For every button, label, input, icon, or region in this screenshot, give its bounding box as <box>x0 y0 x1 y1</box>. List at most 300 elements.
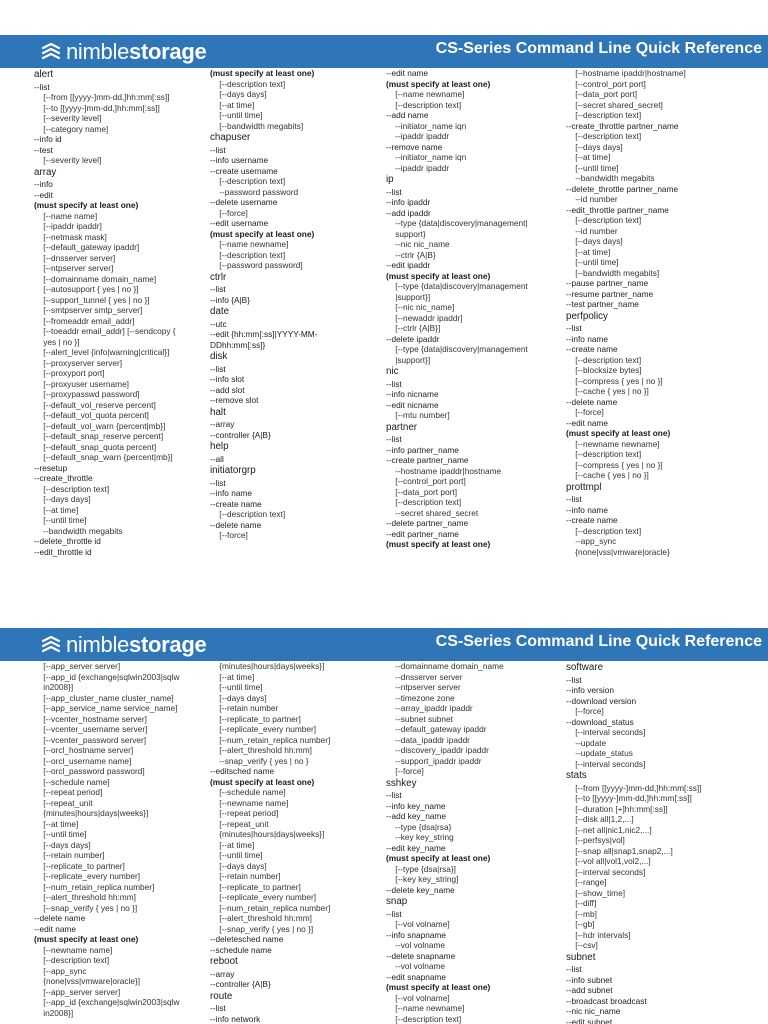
option-line: --array_ipaddr ipaddr <box>386 703 473 713</box>
option-line: [--at time] <box>566 246 611 257</box>
header-title-2: CS-Series Command Line Quick Reference <box>435 633 762 650</box>
command-line: --all <box>210 453 224 464</box>
option-line: --bandwidth megabits <box>34 525 123 536</box>
note-line: (must specify at least one) <box>210 776 315 787</box>
command-line: --utc <box>210 318 227 329</box>
command-line: --remove name <box>386 141 443 152</box>
command-line: --list <box>210 144 226 155</box>
option-line: [--vcenter_password server] <box>34 734 147 745</box>
option-line: --initiator_name iqn <box>386 152 467 162</box>
option-line: [--name name] <box>34 210 98 221</box>
command-line: --create username <box>210 165 278 176</box>
option-line: [--snap all|snap1,snap2,...] <box>566 845 673 856</box>
option-line: [--name newname] <box>386 1003 465 1013</box>
note-line: (must specify at least one) <box>386 982 491 992</box>
note-line: (must specify at least one) <box>566 428 671 438</box>
command-line: --info name <box>210 488 252 498</box>
option-line: [--alert_threshold hh:mm] <box>210 913 312 923</box>
option-line: --bandwidth megabits <box>566 173 655 183</box>
option-line: [--gb] <box>566 919 595 929</box>
option-line: [--proxyuser username] <box>34 378 129 389</box>
option-line: [--default_snap_quota percent] <box>34 441 157 452</box>
command-line: --info id <box>34 134 62 144</box>
option-line: --vol volname <box>386 961 446 971</box>
option-line: [--days days] <box>34 494 91 504</box>
option-line: --default_gateway ipaddr <box>386 724 487 734</box>
command-line: --nic nic_name <box>566 1006 621 1016</box>
option-line: [--password password] <box>210 260 303 270</box>
option-line: [--repeat period] <box>210 808 279 818</box>
option-line: --ipaddr ipaddr <box>386 162 450 173</box>
option-line: --key key_string <box>386 832 454 842</box>
option-line: [--repeat_unit <box>34 797 93 808</box>
option-line: [--vol volname] <box>386 992 450 1003</box>
section-heading: chapuser <box>210 132 251 143</box>
command-line: --list <box>566 674 582 685</box>
section-heading: date <box>210 306 230 317</box>
option-line: [--type {data|discovery|management <box>386 344 528 354</box>
section-heading: route <box>210 990 233 1002</box>
section-heading: subnet <box>566 951 596 963</box>
command-line: --list <box>566 964 582 974</box>
command-line: --delete username <box>210 197 278 207</box>
option-line: [--nic nic_name] <box>386 302 455 312</box>
command-line: --info ipaddr <box>386 197 431 207</box>
option-line: [--alert_level {info|warning|critical}] <box>34 347 170 357</box>
option-line: [--compress { yes | no }] <box>566 375 663 386</box>
option-line: [--netmask mask] <box>34 231 107 242</box>
option-line: [--until time] <box>34 515 87 525</box>
command-line: --info slot <box>210 374 245 384</box>
option-line: [--default_snap_reserve percent] <box>34 431 164 441</box>
nimble-logo-icon <box>40 634 62 656</box>
header-title: CS-Series Command Line Quick Reference <box>435 40 762 57</box>
option-line: |support}] <box>386 354 431 365</box>
option-line: [--proxypasswd password] <box>34 389 140 399</box>
option-line: {none|vss|vmware|oracle} <box>566 546 670 557</box>
option-line: --type {dsa|rsa} <box>386 821 452 832</box>
command-line: --edit nicname <box>386 399 439 410</box>
option-line: [--domainname domain_name] <box>34 273 157 284</box>
option-line: [--description text] <box>210 249 286 260</box>
section-heading: prottmpl <box>566 481 602 493</box>
option-line: [--severity level] <box>34 155 102 165</box>
bottom-column-4 <box>566 661 766 1024</box>
option-line: [--proxyserver server] <box>34 357 123 368</box>
brand-nimble-2: nimble <box>66 632 130 657</box>
option-line: [--name newname] <box>386 89 465 99</box>
note-line: (must specify at least one) <box>386 270 491 281</box>
option-line: [--control_port port] <box>566 78 646 89</box>
section-heading: nic <box>386 366 399 377</box>
note-line: (must specify at least one) <box>210 228 315 239</box>
option-line: --vol volname <box>386 940 446 950</box>
option-line: [--data_port port] <box>386 486 458 497</box>
command-line: --list <box>566 494 582 504</box>
command-line: --add ipaddr <box>386 207 431 218</box>
command-line: --delete name <box>566 396 618 407</box>
command-line: --test <box>34 144 53 155</box>
option-line: [--ipaddr ipaddr] <box>34 221 102 231</box>
option-line: --type {data|discovery|management| <box>386 218 528 228</box>
option-line: [--vol volname] <box>386 919 450 929</box>
brand-storage-2: storage <box>129 632 207 657</box>
command-line: --editsched name <box>210 766 275 776</box>
option-line: [--newname name] <box>34 944 113 955</box>
command-line: --list <box>386 186 402 197</box>
header-band <box>0 35 768 68</box>
top-panel <box>0 68 768 625</box>
command-line: --edit subnet <box>566 1016 613 1024</box>
option-line: [--repeat period] <box>34 787 103 797</box>
command-line: --info nicname <box>386 389 439 399</box>
section-heading: array <box>34 166 57 178</box>
command-line: --create name <box>210 498 262 509</box>
option-line: [--type {dsa|rsa}] <box>386 863 456 874</box>
option-line: --nic nic_name <box>386 239 450 249</box>
option-line: [--description text] <box>386 497 462 507</box>
brand-logo-2 <box>40 633 206 657</box>
option-line: [--control_port port] <box>386 476 466 486</box>
option-line: [--until time] <box>210 110 263 120</box>
command-line: --info name <box>566 504 608 515</box>
command-line: --delete name <box>34 913 86 923</box>
option-line: [--retain number <box>210 703 279 713</box>
command-line: --delete_throttle id <box>34 536 101 546</box>
option-line: [--autosupport { yes | no }] <box>34 284 139 294</box>
note-line: (must specify at least one) <box>34 934 139 944</box>
command-line: --list <box>34 81 50 92</box>
option-line: [--replicate_every number] <box>210 724 317 734</box>
section-heading: reboot <box>210 956 238 967</box>
top-column-4 <box>566 68 766 625</box>
command-line: --add subnet <box>566 985 613 995</box>
option-line: [--app_service_name service_name] <box>34 703 178 713</box>
option-line: [--replicate_every number] <box>34 871 141 881</box>
command-line: --delete snapname <box>386 950 456 961</box>
option-line: [--from [[yyyy-]mm-dd,]hh:mm[:ss]] <box>566 782 702 793</box>
note-line: (must specify at least one) <box>34 200 139 210</box>
note-line: (must specify at least one) <box>386 78 491 89</box>
option-line: [--newname newname] <box>566 438 660 449</box>
option-line: [--smtpserver smtp_server] <box>34 305 143 315</box>
option-line: [--ctrlr {A|B}] <box>386 323 441 333</box>
command-line: --schedule name <box>210 944 272 955</box>
command-line: --edit key_name <box>386 842 446 853</box>
option-line: [--to [[yyyy-]mm-dd,]hh:mm[:ss]] <box>566 793 692 803</box>
section-heading: help <box>210 441 229 452</box>
command-line: --create name <box>566 515 618 525</box>
option-line: --subnet subnet <box>386 713 453 724</box>
option-line: [--description text] <box>210 176 286 186</box>
option-line: [--app_server server] <box>34 986 121 997</box>
option-line: [--fromeaddr email_addr] <box>34 315 135 326</box>
option-line: [--num_retain_replica number] <box>210 902 331 913</box>
command-line: --info subnet <box>566 974 613 985</box>
option-line: [--newaddr ipaddr] <box>386 312 463 323</box>
option-line: --password password <box>210 186 299 197</box>
option-line: [--replicate_to partner] <box>210 713 301 724</box>
option-line: --app_sync <box>566 536 617 546</box>
option-line: --update <box>566 737 607 748</box>
option-line: [--interval seconds] <box>566 758 646 769</box>
option-line: in2008}] <box>34 682 74 692</box>
option-line: [--description text] <box>386 99 462 110</box>
option-line: [--perfsys|vol] <box>566 835 625 845</box>
option-line: yes | no }] <box>34 336 80 347</box>
option-line: --ctrlr {A|B} <box>386 249 436 260</box>
option-line: [--ntpserver server] <box>34 263 114 273</box>
bottom-column-3 <box>386 661 566 1024</box>
option-line: [--type {data|discovery|management <box>386 281 528 291</box>
command-line: --delete name <box>210 519 262 530</box>
section-heading: partner <box>386 421 418 433</box>
section-heading: ctrlr <box>210 271 227 283</box>
option-line: {minutes|hours|days|weeks}] <box>210 661 325 671</box>
option-line: [--days days] <box>566 141 623 152</box>
option-line: [--vcenter_username server] <box>34 724 148 734</box>
command-line: --edit {hh:mm[:ss]|YYYY-MM- <box>210 329 318 339</box>
option-line: [--app_server server] <box>34 661 121 671</box>
option-line: [--until time] <box>566 162 619 173</box>
command-line: --list <box>386 790 402 800</box>
command-line: --edit partner_name <box>386 528 459 539</box>
option-line: --domainname domain_name <box>386 661 504 671</box>
option-line: [--days days] <box>210 860 267 871</box>
option-line: [--blocksize bytes] <box>566 365 642 375</box>
option-line: [--snap_verify { yes | no }] <box>210 923 314 934</box>
option-line: --ipaddr ipaddr <box>386 131 450 141</box>
option-line: --id number <box>566 225 618 236</box>
command-line: --list <box>566 323 582 333</box>
option-line: [--num_retain_replica number] <box>210 734 331 745</box>
option-line: [--replicate_every number] <box>210 892 317 902</box>
note-line: (must specify at least one) <box>210 68 315 78</box>
command-line: --info username <box>210 155 269 165</box>
option-line: [--retain number] <box>34 850 105 860</box>
option-line: support} <box>386 228 426 239</box>
option-line: [--at time] <box>34 504 79 515</box>
option-line: [--until time] <box>210 682 263 692</box>
option-line: [--range] <box>566 877 607 887</box>
command-line: --resetup <box>34 462 68 473</box>
option-line: [--description text] <box>34 483 110 494</box>
command-line: --edit name <box>566 417 608 428</box>
option-line: [--retain number] <box>210 871 281 881</box>
option-line: [--until time] <box>566 257 619 267</box>
option-line: [--cache { yes | no }] <box>566 386 649 396</box>
option-line: [--days days] <box>566 236 623 246</box>
command-line: --download version <box>566 695 637 706</box>
command-line: --delete key_name <box>386 884 455 895</box>
command-line: --info key_name <box>386 800 446 811</box>
section-heading: initiatorgrp <box>210 465 256 476</box>
option-line: [--force] <box>386 766 424 776</box>
command-line: --info version <box>566 685 614 695</box>
command-line: --delete ipaddr <box>386 333 440 344</box>
command-line: --list <box>386 378 402 389</box>
command-line: --list <box>210 1003 226 1013</box>
option-line: --support_ipaddr ipaddr <box>386 755 482 766</box>
command-line: --list <box>210 477 226 488</box>
command-line: --add slot <box>210 384 245 395</box>
option-line: [--default_vol_warn {percent|mb}] <box>34 420 166 431</box>
option-line: [--description text] <box>34 955 110 965</box>
option-line: [--category name] <box>34 123 109 134</box>
command-line: --info network <box>210 1013 261 1024</box>
option-line: [--orcl_hostname server] <box>34 745 134 755</box>
option-line: in2008}] <box>34 1007 74 1018</box>
option-line: [--duration [+]hh:mm[:ss]] <box>566 803 668 814</box>
bottom-panel <box>0 661 768 1024</box>
command-line: --controller {A|B} <box>210 979 271 989</box>
option-line: [--bandwidth megabits] <box>210 120 304 131</box>
note-line: (must specify at least one) <box>386 539 491 549</box>
command-line: --download_status <box>566 716 634 727</box>
option-line: --hostname ipaddr|hostname <box>386 465 502 476</box>
section-heading: snap <box>386 896 408 907</box>
option-line: [--default_vol_reserve percent] <box>34 399 156 410</box>
option-line: [--hdr intervals] <box>566 929 631 940</box>
nimble-logo-icon <box>40 41 62 63</box>
command-line: --deletesched name <box>210 934 284 944</box>
command-line: --delete_throttle partner_name <box>566 183 679 194</box>
option-line: [--name newname] <box>210 239 289 249</box>
option-line: [--at time] <box>210 839 255 850</box>
option-line: {none|vss|vmware|oracle}] <box>34 976 141 986</box>
command-line: --remove slot <box>210 395 259 405</box>
command-line: --edit snapname <box>386 971 446 982</box>
command-line: --edit name <box>34 923 76 934</box>
section-heading: alert <box>34 69 54 80</box>
note-line: (must specify at least one) <box>386 853 491 863</box>
option-line: [--newname name] <box>210 797 289 808</box>
bottom-column-1 <box>34 661 210 1024</box>
option-line: [--description text] <box>566 449 642 459</box>
option-line: --snap_verify { yes | no } <box>210 755 309 766</box>
command-line: --edit_throttle partner_name <box>566 204 669 215</box>
option-line: --id number <box>566 194 618 204</box>
option-line: [--alert_threshold hh:mm] <box>34 892 136 902</box>
command-line: --edit <box>34 189 53 200</box>
command-line: --list <box>386 434 402 444</box>
option-line: [--disk all|1,2,...] <box>566 814 634 824</box>
option-line: [--days days] <box>210 692 267 703</box>
option-line: [--app_sync <box>34 965 87 976</box>
option-line: [--interval seconds] <box>566 866 646 877</box>
option-line: [--severity level] <box>34 113 102 123</box>
option-line: [--secret shared_secret] <box>566 99 663 110</box>
section-heading: disk <box>210 351 228 362</box>
command-line: --edit ipaddr <box>386 260 431 270</box>
command-line: --edit username <box>210 218 269 228</box>
option-line: [--bandwidth megabits] <box>566 267 660 278</box>
command-line: --info snapname <box>386 929 446 940</box>
command-line: --edit_throttle id <box>34 546 92 557</box>
option-line: [--at time] <box>210 671 255 682</box>
top-column-1 <box>34 68 210 625</box>
option-line: [--snap_verify { yes | no }] <box>34 902 138 913</box>
option-line: [--description text] <box>566 110 642 120</box>
option-line: --initiator_name iqn <box>386 120 467 131</box>
option-line: |support}] <box>386 291 431 302</box>
command-line: --list <box>386 908 402 919</box>
brand-nimble: nimble <box>66 39 130 64</box>
option-line: [--app_id {exchange|sqlwin2003|sqlw <box>34 997 180 1007</box>
command-line: --edit name <box>386 68 428 78</box>
command-line: --array <box>210 419 235 429</box>
command-line: --controller {A|B} <box>210 429 271 440</box>
option-line: [--force] <box>210 530 248 540</box>
option-line: [--from [[yyyy-]mm-dd,]hh:mm[:ss]] <box>34 92 170 102</box>
command-line: DDhh:mm[:ss]} <box>210 339 266 350</box>
command-line: --resume partner_name <box>566 288 654 299</box>
command-line: --list <box>210 284 226 294</box>
option-line: {minutes|hours|days|weeks}] <box>210 829 325 839</box>
command-line: --list <box>210 363 226 374</box>
option-line: [--mb] <box>566 908 597 919</box>
command-line: --delete partner_name <box>386 518 469 528</box>
command-line: --create partner_name <box>386 455 469 465</box>
section-heading: ip <box>386 174 394 185</box>
option-line: [--description text] <box>386 1013 462 1024</box>
option-line: [--vol all|vol1,vol2,...] <box>566 856 651 866</box>
option-line: [--default_gateway ipaddr] <box>34 242 140 252</box>
option-line: [--description text] <box>566 215 642 225</box>
option-line: [--until time] <box>210 850 263 860</box>
option-line: [--compress { yes | no }] <box>566 459 663 470</box>
option-line: [--support_tunnel { yes | no }] <box>34 294 150 305</box>
option-line: --update_status <box>566 748 633 758</box>
command-line: --create_throttle <box>34 473 93 483</box>
option-line: --timezone zone <box>386 692 455 703</box>
option-line: --ntpserver server <box>386 682 461 692</box>
option-line: [--net all|nic1,nic2,...] <box>566 824 652 835</box>
section-heading: sshkey <box>386 777 417 789</box>
option-line: [--schedule name] <box>210 787 286 797</box>
option-line: [--until time] <box>34 829 87 839</box>
option-line: {minutes|hours|days|weeks}] <box>34 808 149 818</box>
option-line: [--description text] <box>566 525 642 536</box>
command-line: --add key_name <box>386 811 446 821</box>
option-line: [--diff] <box>566 898 597 908</box>
option-line: [--repeat_unit <box>210 818 269 829</box>
option-line: [--dnsserver server] <box>34 252 116 263</box>
command-line: --info partner_name <box>386 444 459 455</box>
option-line: [--hostname ipaddr|hostname] <box>566 68 686 78</box>
option-line: [--default_snap_warn {percent|mb}] <box>34 452 173 462</box>
bottom-column-2 <box>210 661 386 1024</box>
option-line: [--csv] <box>566 940 598 950</box>
option-line: [--force] <box>566 407 604 417</box>
option-line: [--description text] <box>210 78 286 89</box>
command-line: --info name <box>566 333 608 344</box>
option-line: [--alert_threshold hh:mm] <box>210 745 312 755</box>
option-line: [--orcl_username name] <box>34 755 132 766</box>
command-line: --create name <box>566 344 618 354</box>
command-line: --info <box>34 179 53 189</box>
option-line: [--days days] <box>34 839 91 850</box>
option-line: [--app_cluster_name cluster_name] <box>34 692 174 703</box>
option-line: [--key key_string] <box>386 874 459 884</box>
option-line: [--cache { yes | no }] <box>566 470 649 480</box>
option-line: [--at time] <box>566 152 611 162</box>
option-line: [--to [[yyyy-]mm-dd,]hh:mm[:ss]] <box>34 102 160 113</box>
header-band-2 <box>0 628 768 661</box>
option-line: [--at time] <box>34 818 79 829</box>
top-column-3 <box>386 68 566 625</box>
option-line: [--description text] <box>566 131 642 141</box>
